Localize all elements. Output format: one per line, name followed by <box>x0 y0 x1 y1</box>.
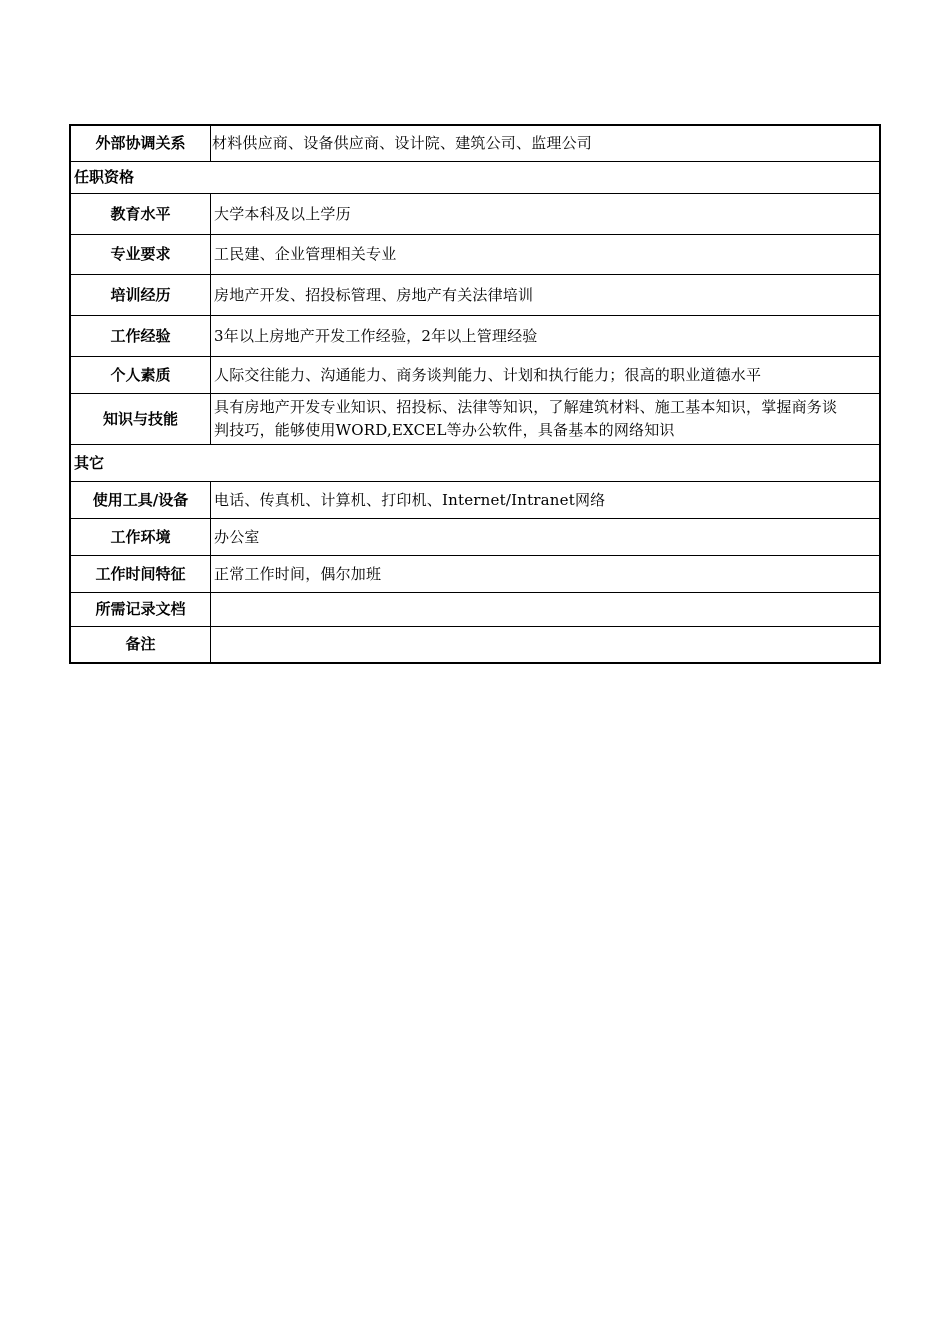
records-value <box>211 592 881 626</box>
major-value: 工民建、企业管理相关专业 <box>211 234 881 274</box>
job-description-table <box>69 124 881 664</box>
table-row <box>70 592 880 626</box>
remarks-label: 备注 <box>70 626 211 663</box>
experience-value: 3年以上房地产开发工作经验，2年以上管理经验 <box>211 315 881 356</box>
table-row <box>70 444 880 481</box>
major-label: 专业要求 <box>70 234 211 274</box>
tools-value: 电话、传真机、计算机、打印机、Internet/Intranet网络 <box>211 481 881 518</box>
table-row <box>70 393 880 444</box>
quality-value: 人际交往能力、沟通能力、商务谈判能力、计划和执行能力；很高的职业道德水平 <box>211 356 881 393</box>
table-row <box>70 161 880 193</box>
external-coordination-value: 材料供应商、设备供应商、设计院、建筑公司、监理公司 <box>211 125 881 161</box>
records-label: 所需记录文档 <box>70 592 211 626</box>
section-other: 其它 <box>70 444 880 481</box>
skills-value-line-1: 具有房地产开发专业知识、招投标、法律等知识，了解建筑材料、施工基本知识，掌握商务谈 <box>214 397 838 416</box>
skills-value-line-2: 判技巧，能够使用WORD,EXCEL等办公软件，具备基本的网络知识 <box>214 420 675 439</box>
environment-value: 办公室 <box>211 518 881 555</box>
table-row <box>70 193 880 234</box>
tools-label: 使用工具/设备 <box>70 481 211 518</box>
table-row <box>70 481 880 518</box>
table-row <box>70 555 880 592</box>
environment-label: 工作环境 <box>70 518 211 555</box>
training-value: 房地产开发、招投标管理、房地产有关法律培训 <box>211 274 881 315</box>
table-row <box>70 274 880 315</box>
table-row <box>70 234 880 274</box>
hours-label: 工作时间特征 <box>70 555 211 592</box>
table-row <box>70 356 880 393</box>
quality-label: 个人素质 <box>70 356 211 393</box>
table-row <box>70 626 880 663</box>
table-row <box>70 315 880 356</box>
experience-label: 工作经验 <box>70 315 211 356</box>
skills-label: 知识与技能 <box>70 393 211 444</box>
skills-value <box>211 393 881 444</box>
education-label: 教育水平 <box>70 193 211 234</box>
training-label: 培训经历 <box>70 274 211 315</box>
hours-value: 正常工作时间，偶尔加班 <box>211 555 881 592</box>
education-value: 大学本科及以上学历 <box>211 193 881 234</box>
remarks-value <box>211 626 881 663</box>
external-coordination-label: 外部协调关系 <box>70 125 211 161</box>
table-row <box>70 125 880 161</box>
table-row <box>70 518 880 555</box>
section-qualifications: 任职资格 <box>70 161 880 193</box>
